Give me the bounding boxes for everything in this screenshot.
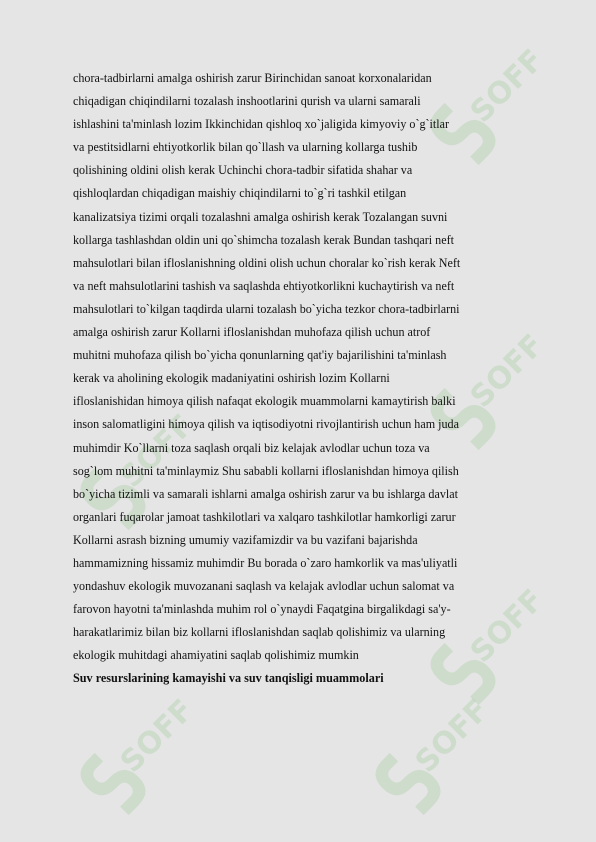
- svg-text:SOFF: SOFF: [463, 582, 551, 670]
- document-content: [73, 67, 528, 686]
- text-line: qolishining oldini olish kerak Uchinchi chora-tadbir sifatida shahar va: [73, 163, 413, 178]
- text-line: qishloqlardan chiqadigan maishiy chiqindilarni to`g`ri tashkil etilgan: [73, 186, 407, 201]
- text-line: farovon hayotni ta'minlashda muhim rol o`ynaydi Faqatgina birgalikdagi sa'y-: [73, 602, 451, 617]
- text-line: va neft mahsulotlarini tashish va saqlashda ehtiyotkorlikni kuchaytirish va neft: [73, 278, 455, 293]
- text-line: yondashuv ekologik muvozanani saqlash va kelajak avlodlar uchun salomat va: [73, 579, 455, 594]
- text-line: hammamizning hissamiz muhimdir Bu borada o`zaro hamkorlik va mas'uliyatli: [73, 555, 458, 570]
- svg-text:SOFF: SOFF: [463, 327, 551, 415]
- svg-text:SOFF: SOFF: [408, 692, 496, 780]
- text-line: chiqadigan chiqindilarni tozalash inshootlarini qurish va ularni samarali: [73, 94, 421, 109]
- text-line: ekologik muhitdagi ahamiyatini saqlab qolishimiz mumkin: [73, 648, 359, 663]
- text-line: ishlashini ta'minlash lozim Ikkinchidan qishloq xo`jaligida kimyoviy o`g`itlar: [73, 117, 450, 132]
- text-line: mahsulotlari bilan ifloslanishning oldini olish uchun choralar ko`rish kerak Neft: [73, 255, 461, 270]
- svg-text:SOFF: SOFF: [463, 42, 551, 130]
- body-paragraph: [73, 67, 528, 667]
- text-line: mahsulotlari to`kilgan taqdirda ularni tozalash bo`yicha tezkor chora-tadbirlarni: [73, 301, 460, 316]
- soff-logo-icon: [365, 692, 496, 820]
- soff-logo-icon: [70, 692, 201, 820]
- text-line: Kollarni asrash bizning umumiy vazifamizdir va bu vazifani bajarishda: [73, 532, 418, 547]
- text-line: ifloslanishidan himoya qilish nafaqat ekologik muammolarni kamaytirish balki: [73, 394, 456, 409]
- text-line: muhimdir Ko`llarni toza saqlash orqali biz kelajak avlodlar uchun toza va: [73, 440, 430, 455]
- section-heading: Suv resurslarining kamayishi va suv tanqisligi muammolari: [73, 671, 384, 686]
- text-line: amalga oshirish zarur Kollarni ifloslanishdan muhofaza qilish uchun atrof: [73, 325, 431, 340]
- text-line: muhitni muhofaza qilish bo`yicha qonunlarning qat'iy bajarilishini ta'minlash: [73, 348, 447, 363]
- svg-text:SOFF: SOFF: [113, 407, 201, 495]
- text-line: chora-tadbirlarni amalga oshirish zarur Birinchidan sanoat korxonalaridan: [73, 71, 432, 85]
- text-line: kollarga tashlashdan oldin uni qo`shimcha tozalash kerak Bundan tashqari neft: [73, 232, 454, 247]
- text-line: va pestitsidlarni ehtiyotkorlik bilan qo`llash va ularning kollarga tushib: [73, 140, 418, 155]
- text-line: kerak va aholining ekologik madaniyatini oshirish lozim Kollarni: [73, 371, 390, 386]
- text-line: sog`lom muhitni ta'minlaymiz Shu sababli kollarni ifloslanishdan himoya qilish: [73, 463, 459, 478]
- text-line: organlari fuqarolar jamoat tashkilotlari va xalqaro tashkilotlar hamkorligi zarur: [73, 509, 456, 524]
- text-line: inson salomatligini himoya qilish va iqtisodiyotni rivojlantirish uchun ham juda: [73, 417, 459, 432]
- svg-text:SOFF: SOFF: [113, 692, 201, 780]
- text-line: harakatlarimiz bilan biz kollarni ifloslanishdan saqlab qolishimiz va ularning: [73, 625, 446, 640]
- text-line: bo`yicha tizimli va samarali ishlarni amalga oshirish zarur va bu ishlarga davlat: [73, 486, 458, 501]
- text-line: kanalizatsiya tizimi orqali tozalashni amalga oshirish kerak Tozalangan suvni: [73, 209, 448, 224]
